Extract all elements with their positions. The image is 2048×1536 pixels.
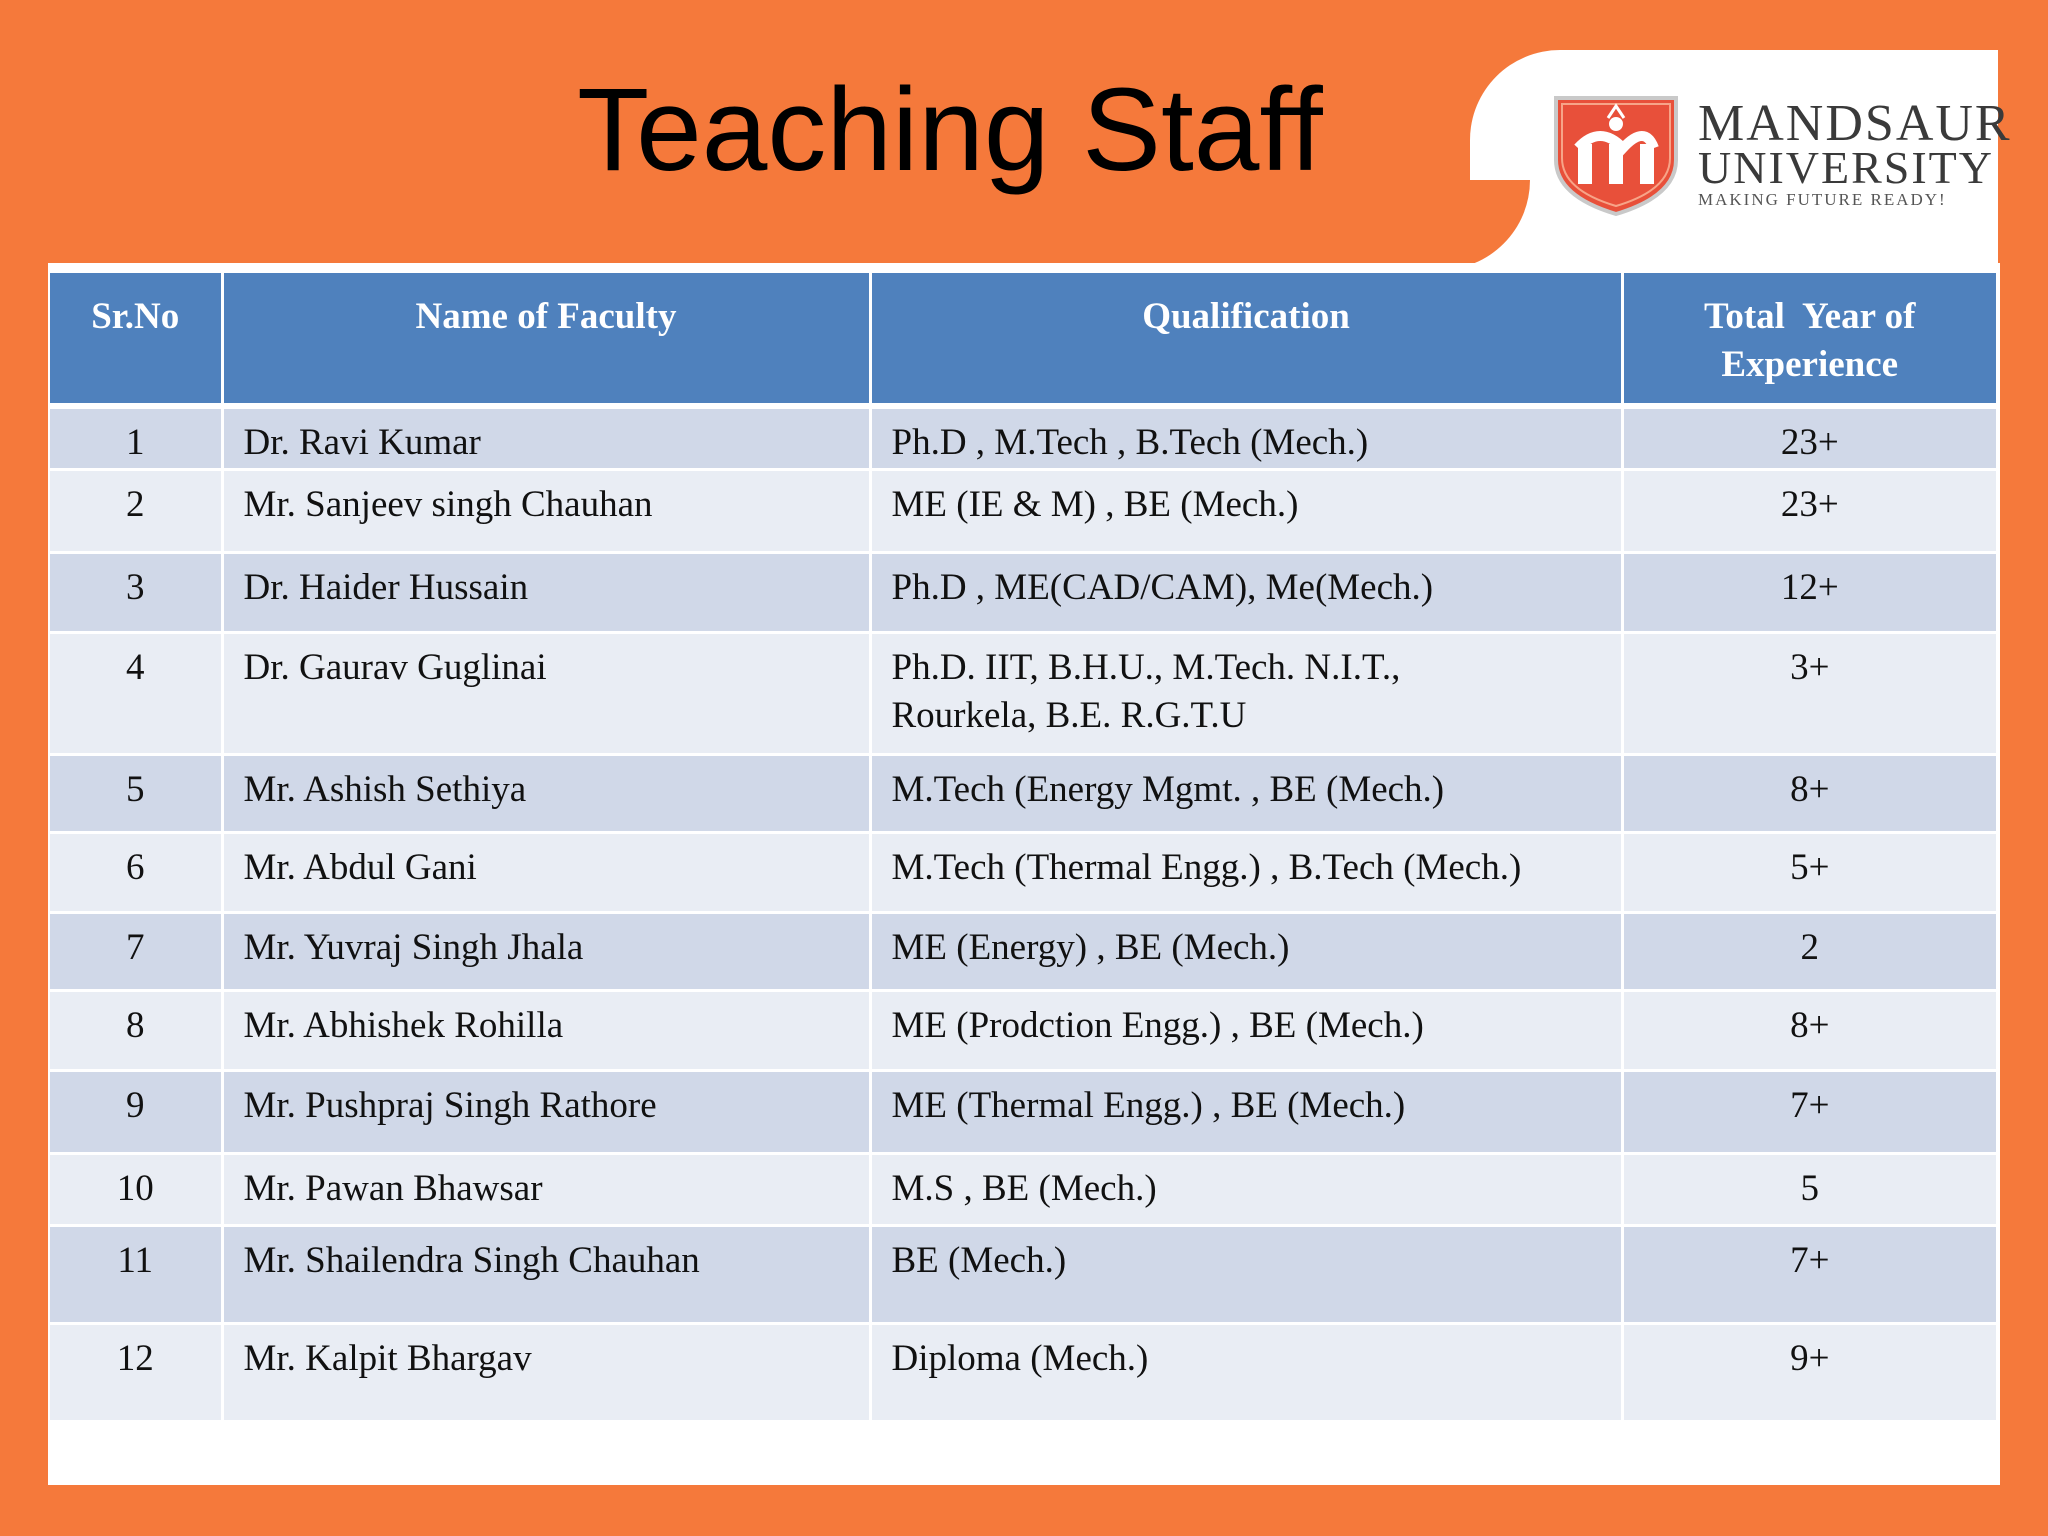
cell-name: Mr. Yuvraj Singh Jhala bbox=[222, 913, 870, 991]
header-qualification: Qualification bbox=[870, 273, 1622, 406]
table-row bbox=[50, 913, 1996, 991]
cell-sr-no: 12 bbox=[50, 1324, 222, 1422]
cell-name: Dr. Ravi Kumar bbox=[222, 406, 870, 470]
table-row bbox=[50, 991, 1996, 1071]
cell-sr-no: 2 bbox=[50, 470, 222, 553]
cell-qualification: Diploma (Mech.) bbox=[870, 1324, 1622, 1422]
table-row bbox=[50, 755, 1996, 833]
table-row bbox=[50, 1154, 1996, 1226]
cell-sr-no: 1 bbox=[50, 406, 222, 470]
cell-sr-no: 11 bbox=[50, 1226, 222, 1324]
cell-name: Mr. Pawan Bhawsar bbox=[222, 1154, 870, 1226]
cell-qualification: ME (Thermal Engg.) , BE (Mech.) bbox=[870, 1071, 1622, 1154]
cell-experience: 9+ bbox=[1622, 1324, 1996, 1422]
table-row bbox=[50, 470, 1996, 553]
cell-qualification: Ph.D , ME(CAD/CAM), Me(Mech.) bbox=[870, 553, 1622, 633]
table-row bbox=[50, 1324, 1996, 1422]
cell-sr-no: 7 bbox=[50, 913, 222, 991]
cell-experience: 8+ bbox=[1622, 991, 1996, 1071]
cell-experience: 12+ bbox=[1622, 553, 1996, 633]
cell-experience: 7+ bbox=[1622, 1071, 1996, 1154]
cell-sr-no: 6 bbox=[50, 833, 222, 913]
cell-name: Mr. Sanjeev singh Chauhan bbox=[222, 470, 870, 553]
table-row bbox=[50, 553, 1996, 633]
cell-sr-no: 9 bbox=[50, 1071, 222, 1154]
cell-experience: 5+ bbox=[1622, 833, 1996, 913]
cell-name: Mr. Shailendra Singh Chauhan bbox=[222, 1226, 870, 1324]
page-title: Teaching Staff bbox=[577, 64, 1323, 196]
cell-experience: 7+ bbox=[1622, 1226, 1996, 1324]
header-name: Name of Faculty bbox=[222, 273, 870, 406]
cell-experience: 3+ bbox=[1622, 633, 1996, 755]
cell-experience: 8+ bbox=[1622, 755, 1996, 833]
cell-sr-no: 5 bbox=[50, 755, 222, 833]
cell-name: Dr. Gaurav Guglinai bbox=[222, 633, 870, 755]
cell-name: Mr. Abhishek Rohilla bbox=[222, 991, 870, 1071]
logo-tagline: MAKING FUTURE READY! bbox=[1698, 190, 1947, 209]
cell-qualification-line2: Rourkela, B.E. R.G.T.U bbox=[891, 695, 1247, 736]
cell-sr-no: 3 bbox=[50, 553, 222, 633]
cell-qualification: ME (Prodction Engg.) , BE (Mech.) bbox=[870, 991, 1622, 1071]
cell-qualification: ME (IE & M) , BE (Mech.) bbox=[870, 470, 1622, 553]
header-sr-no: Sr.No bbox=[50, 273, 222, 406]
cell-experience: 2 bbox=[1622, 913, 1996, 991]
cell-experience: 23+ bbox=[1622, 470, 1996, 553]
table-header-row bbox=[50, 273, 1996, 406]
cell-experience: 5 bbox=[1622, 1154, 1996, 1226]
table-row bbox=[50, 633, 1996, 755]
table-row bbox=[50, 1226, 1996, 1324]
cell-qualification: M.S , BE (Mech.) bbox=[870, 1154, 1622, 1226]
header-experience-line1: Total Year of bbox=[1704, 296, 1916, 337]
cell-qualification: M.Tech (Energy Mgmt. , BE (Mech.) bbox=[870, 755, 1622, 833]
cell-name: Mr. Pushpraj Singh Rathore bbox=[222, 1071, 870, 1154]
cell-qualification: BE (Mech.) bbox=[870, 1226, 1622, 1324]
cell-name: Mr. Abdul Gani bbox=[222, 833, 870, 913]
faculty-table bbox=[50, 273, 1996, 1423]
cell-name: Mr. Kalpit Bhargav bbox=[222, 1324, 870, 1422]
header-experience-line2: Experience bbox=[1721, 344, 1899, 385]
cell-qualification: Ph.D , M.Tech , B.Tech (Mech.) bbox=[870, 406, 1622, 470]
cell-name: Mr. Ashish Sethiya bbox=[222, 755, 870, 833]
cell-sr-no: 4 bbox=[50, 633, 222, 755]
logo-name-line2: UNIVERSITY bbox=[1698, 142, 1994, 193]
cell-experience: 23+ bbox=[1622, 406, 1996, 470]
university-shield-icon bbox=[1548, 88, 1684, 216]
university-logo-text bbox=[1698, 95, 2012, 212]
cell-qualification: ME (Energy) , BE (Mech.) bbox=[870, 913, 1622, 991]
table-row bbox=[50, 833, 1996, 913]
cell-qualification bbox=[870, 633, 1622, 755]
cell-sr-no: 10 bbox=[50, 1154, 222, 1226]
table-row bbox=[50, 406, 1996, 470]
logo-name-line1: MANDSAUR bbox=[1698, 95, 2012, 152]
cell-name: Dr. Haider Hussain bbox=[222, 553, 870, 633]
table-row bbox=[50, 1071, 1996, 1154]
header-experience bbox=[1622, 273, 1996, 406]
cell-qualification-line1: Ph.D. IIT, B.H.U., M.Tech. N.I.T., bbox=[891, 647, 1401, 688]
cell-sr-no: 8 bbox=[50, 991, 222, 1071]
cell-qualification: M.Tech (Thermal Engg.) , B.Tech (Mech.) bbox=[870, 833, 1622, 913]
table-container bbox=[48, 263, 2000, 1485]
